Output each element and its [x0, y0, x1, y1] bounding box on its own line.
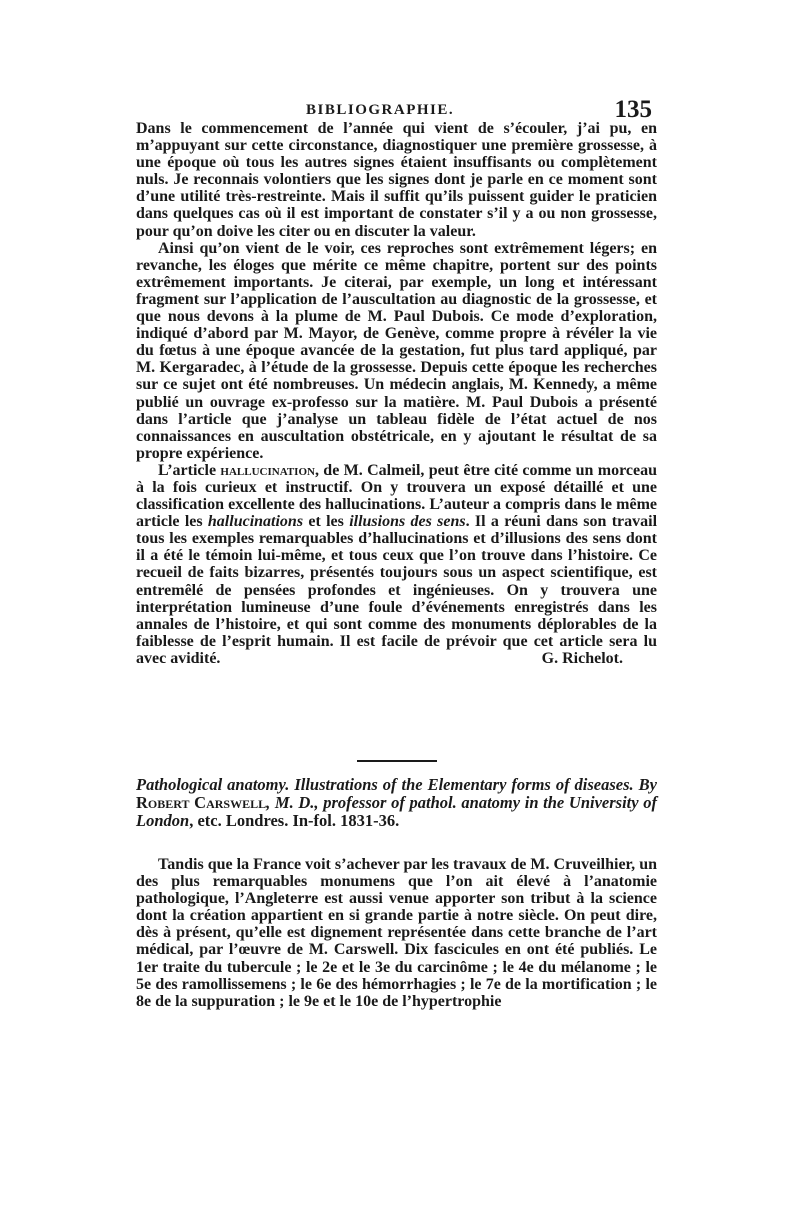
citation-credentials: , M. D., professor of pathol. anatomy in the University of London	[136, 793, 657, 831]
bibliographic-citation	[136, 776, 657, 831]
citation-author: Robert Carswell	[136, 793, 267, 813]
paragraph-carswell: Tandis que la France voit s’achever par les travaux de M. Cruveilhier, un des plus remarquables monumens que l’on ait élevé à l’anatomie pathologique, l’Angleterre est aussi venue apporter son tribut à la science dont la création appartient en si grande partie à notre siècle. On peut dire, dès à présent, qu’elle est dignement représentée dans cette branche de l’art médical, par l’œuvre de M. Carswell. Dix fascicules en ont été publiés. Le 1er traite du tubercule ; le 2e et le 3e du carcinôme ; le 4e du mélanome ; le 5e des ramollissemens ; le 6e des hémorrhagies ; le 7e de la mortification ; le 8e de la suppuration ; le 9e et le 10e de l’hypertrophie	[136, 856, 657, 1010]
italic-term: hallucinations	[207, 513, 304, 531]
page-number: 135	[614, 96, 652, 123]
paragraph-auscultation: Ainsi qu’on vient de le voir, ces reproches sont extrêmement légers; en revanche, les éloges que mérite ce même chapitre, portent sur des points extrêmement importants. Je citerai, par exemple, un long et intéressant fragment sur l’application de l’auscultation au diagnostic de la grossesse, et que nous devons à la plume de M. Paul Dubois. Ce mode d’exploration, indiqué d’abord par M. Mayor, de Genève, comme propre à révéler la vie du fœtus à une époque avancée de la gestation, fut plus tard appliqué, par M. Kergaradec, à l’étude de la grossesse. Depuis cette époque les recherches sur ce sujet ont été nombreuses. Un médecin anglais, M. Kennedy, a même publié un ouvrage ex-professo sur la matière. M. Paul Dubois a présenté dans l’article que j’analyse un tableau fidèle de l’état actuel de nos connaissances en auscultation obstétricale, en y ajoutant le résultat de sa propre expérience.	[136, 239, 657, 462]
smallcaps-term: hallucination	[220, 461, 315, 479]
text-run: L’article	[158, 461, 221, 479]
paragraph-hallucination	[136, 462, 657, 667]
text-run: . Il a réuni dans son travail tous les exemples remarquables d’hallucinations et d’illusions des sens dont il a été le témoin lui-même, et tous ceux que l’on trouve dans l’histoire. Ce recueil de faits bizarres, présentés toujours sous un aspect scientifique, est entremêlé de pensées profondes et ingénieuses. On y trouvera une interprétation lumineuse d’une foule d’événements enregistrés dans les annales de l’histoire, et qui sont comme des monuments déplorables de la faiblesse de l’esprit humain. Il est facile de prévoir que cet article sera lu avec avidité.	[136, 513, 658, 667]
citation-publication: , etc. Londres. In-fol. 1831-36.	[189, 811, 400, 831]
text-run: , de M. Calmeil, peut être cité comme un morceau à la fois curieux et instructif. On y trouvera un exposé détaillé et une classification excellente des hallucinations. L’auteur a compris dans le même article les	[136, 461, 657, 531]
section-divider	[357, 760, 437, 762]
paragraph-continued: Dans le commencement de l’année qui vient de s’écouler, j’ai pu, en m’appuyant sur cette circonstance, diagnostiquer une première grossesse, à une époque où tous les autres signes étaient insuffisants ou complètement nuls. Je reconnais volontiers que les signes dont je parle en ce moment sont d’une utilité très-restreinte. Mais il suffit qu’ils puissent guider le praticien dans quelques cas où il est important de constater s’il y a ou non grossesse, pour qu’on doive les citer ou en discuter la valeur.	[136, 120, 657, 240]
citation-title: Pathological anatomy. Illustrations of the Elementary forms of diseases. By	[136, 775, 657, 794]
review-text-block-2	[136, 856, 657, 1010]
italic-term: illusions des sens	[349, 513, 466, 531]
review-text-block	[136, 120, 657, 667]
reviewer-signature: G. Richelot.	[541, 649, 623, 667]
running-title: BIBLIOGRAPHIE.	[306, 102, 455, 118]
text-run: et les	[303, 513, 350, 531]
